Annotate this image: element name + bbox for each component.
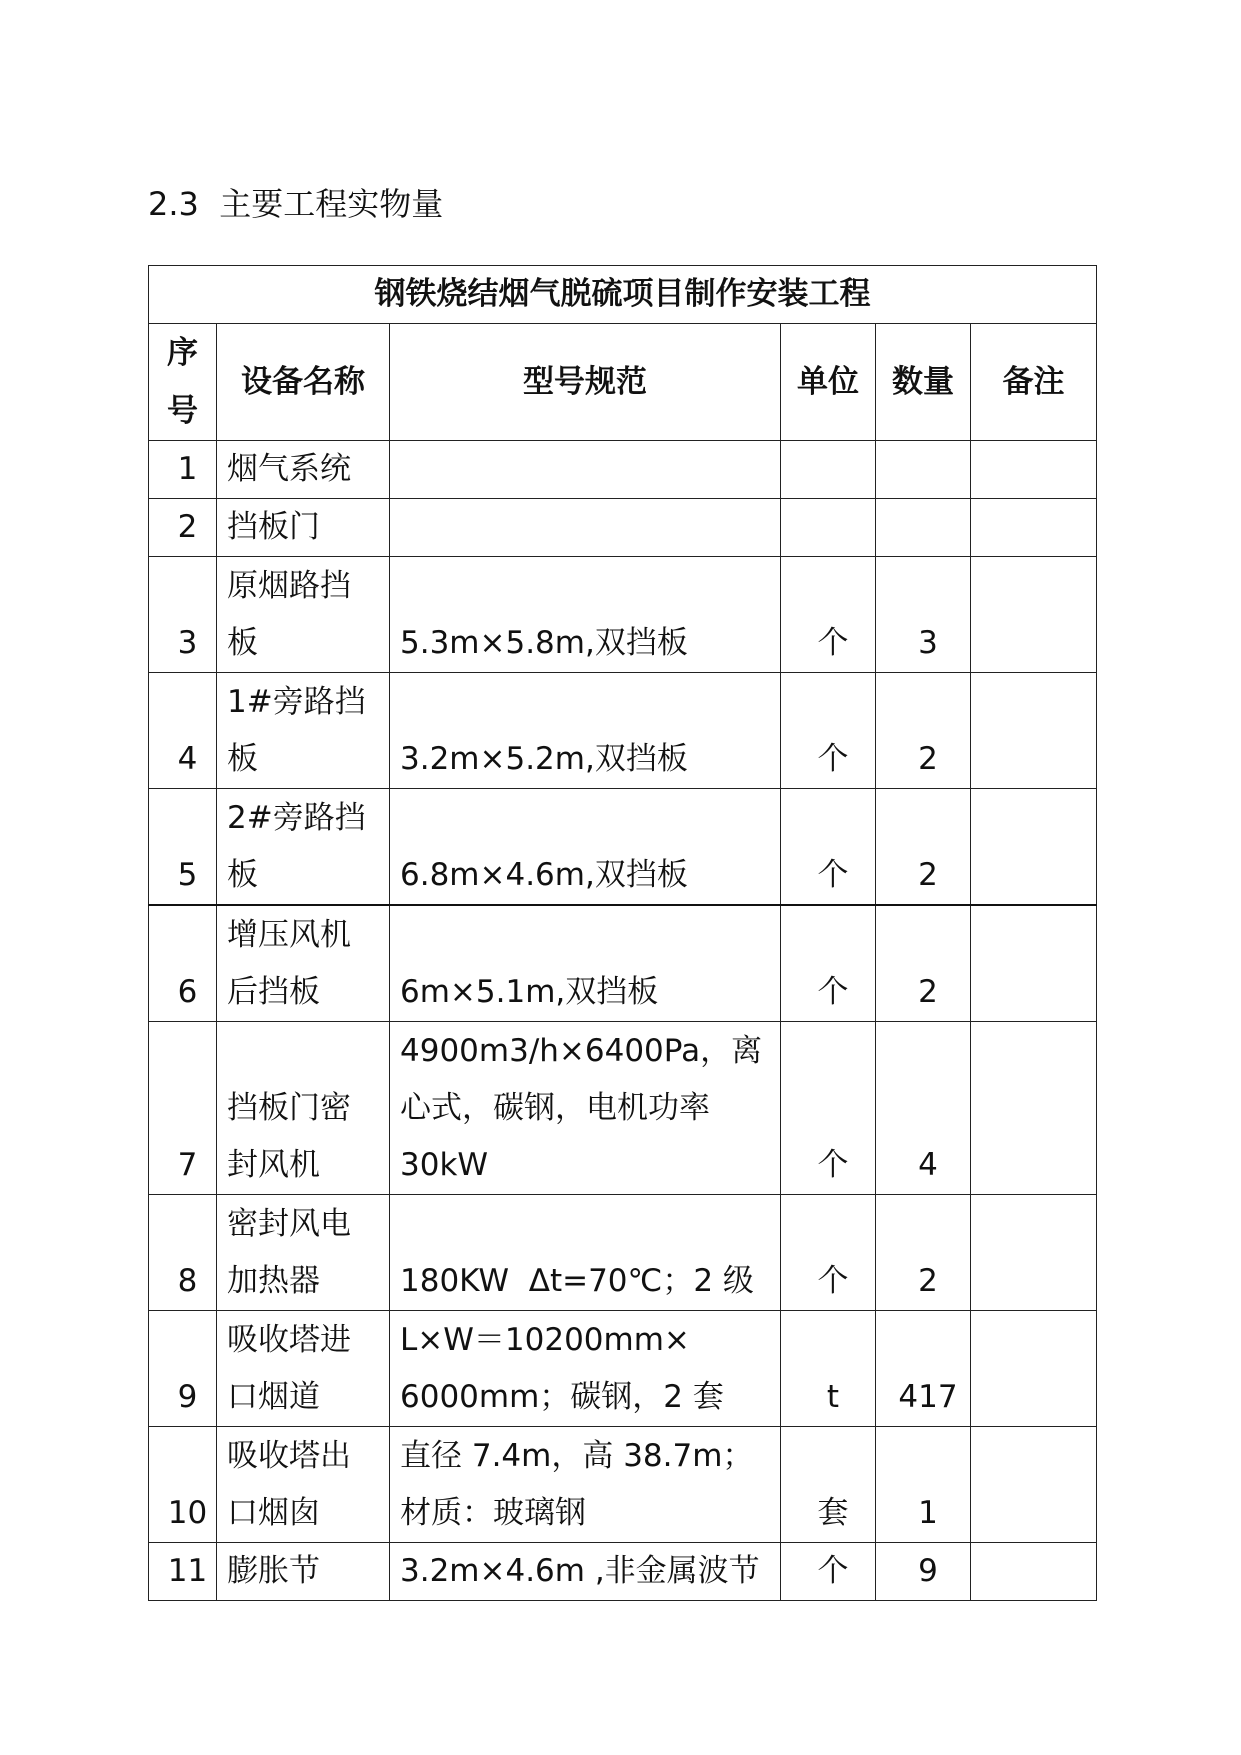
- table-row: [149, 1311, 1097, 1427]
- header-row: [149, 324, 1097, 441]
- header-qty: 数量: [876, 324, 971, 441]
- cell-spec: 180KW Δt=70℃；2 级: [390, 1195, 781, 1311]
- cell-unit: 个: [781, 1543, 876, 1601]
- cell-qty: [876, 441, 971, 499]
- cell-spec: 6.8m×4.6m,双挡板: [390, 789, 781, 906]
- cell-no: 3: [149, 557, 217, 673]
- cell-spec: 4900m3/h×6400Pa，离 心式，碳钢，电机功率 30kW: [390, 1022, 781, 1195]
- header-name: 设备名称: [217, 324, 390, 441]
- cell-spec: L×W＝10200mm× 6000mm；碳钢，2 套: [390, 1311, 781, 1427]
- table-row: [149, 441, 1097, 499]
- cell-spec: 3.2m×5.2m,双挡板: [390, 673, 781, 789]
- cell-name: 密封风电 加热器: [217, 1195, 390, 1311]
- table-row: [149, 1543, 1097, 1601]
- cell-name: 增压风机 后挡板: [217, 905, 390, 1022]
- cell-no: 2: [149, 499, 217, 557]
- header-seq-line2: 号: [167, 393, 198, 429]
- cell-no: 7: [149, 1022, 217, 1195]
- cell-remark: [971, 905, 1097, 1022]
- cell-spec: 3.2m×4.6m ,非金属波节: [390, 1543, 781, 1601]
- cell-remark: [971, 1022, 1097, 1195]
- cell-spec: [390, 499, 781, 557]
- cell-no: 8: [149, 1195, 217, 1311]
- table-row: [149, 905, 1097, 1022]
- cell-no: 10: [149, 1427, 217, 1543]
- header-seq-line1: 序: [167, 335, 198, 371]
- cell-qty: 2: [876, 789, 971, 906]
- cell-remark: [971, 1543, 1097, 1601]
- cell-no: 9: [149, 1311, 217, 1427]
- cell-remark: [971, 1427, 1097, 1543]
- table-row: [149, 1195, 1097, 1311]
- header-remark: 备注: [971, 324, 1097, 441]
- cell-remark: [971, 499, 1097, 557]
- table-row: [149, 789, 1097, 906]
- cell-unit: 个: [781, 1195, 876, 1311]
- cell-no: 6: [149, 905, 217, 1022]
- cell-name: 原烟路挡 板: [217, 557, 390, 673]
- cell-name: 挡板门密 封风机: [217, 1022, 390, 1195]
- table-row: [149, 557, 1097, 673]
- cell-remark: [971, 673, 1097, 789]
- cell-qty: 2: [876, 673, 971, 789]
- cell-unit: t: [781, 1311, 876, 1427]
- cell-name: 烟气系统: [217, 441, 390, 499]
- cell-qty: 4: [876, 1022, 971, 1195]
- cell-name: 1#旁路挡 板: [217, 673, 390, 789]
- cell-spec: [390, 441, 781, 499]
- cell-unit: 套: [781, 1427, 876, 1543]
- header-unit: 单位: [781, 324, 876, 441]
- cell-name: 吸收塔进 口烟道: [217, 1311, 390, 1427]
- section-heading: 2.3 主要工程实物量: [148, 185, 444, 223]
- cell-unit: 个: [781, 1022, 876, 1195]
- cell-name: 挡板门: [217, 499, 390, 557]
- header-spec: 型号规范: [390, 324, 781, 441]
- cell-qty: 1: [876, 1427, 971, 1543]
- cell-unit: [781, 441, 876, 499]
- cell-unit: 个: [781, 905, 876, 1022]
- cell-remark: [971, 789, 1097, 906]
- cell-unit: 个: [781, 789, 876, 906]
- quantities-table: [148, 265, 1097, 1601]
- cell-qty: 417: [876, 1311, 971, 1427]
- cell-qty: [876, 499, 971, 557]
- table-row: [149, 1427, 1097, 1543]
- cell-qty: 2: [876, 1195, 971, 1311]
- cell-name: 2#旁路挡 板: [217, 789, 390, 906]
- cell-name: 吸收塔出 口烟囱: [217, 1427, 390, 1543]
- cell-no: 11: [149, 1543, 217, 1601]
- cell-qty: 2: [876, 905, 971, 1022]
- cell-remark: [971, 557, 1097, 673]
- cell-unit: 个: [781, 673, 876, 789]
- cell-remark: [971, 1311, 1097, 1427]
- table-row: [149, 1022, 1097, 1195]
- cell-remark: [971, 441, 1097, 499]
- cell-no: 1: [149, 441, 217, 499]
- cell-qty: 3: [876, 557, 971, 673]
- header-seq: [149, 324, 217, 441]
- cell-remark: [971, 1195, 1097, 1311]
- table-row: [149, 499, 1097, 557]
- cell-spec: 5.3m×5.8m,双挡板: [390, 557, 781, 673]
- cell-no: 5: [149, 789, 217, 906]
- cell-spec: 直径 7.4m，高 38.7m； 材质：玻璃钢: [390, 1427, 781, 1543]
- cell-no: 4: [149, 673, 217, 789]
- table-title: 钢铁烧结烟气脱硫项目制作安装工程: [149, 266, 1097, 324]
- cell-qty: 9: [876, 1543, 971, 1601]
- cell-unit: 个: [781, 557, 876, 673]
- cell-spec: 6m×5.1m,双挡板: [390, 905, 781, 1022]
- table-row: [149, 673, 1097, 789]
- cell-name: 膨胀节: [217, 1543, 390, 1601]
- cell-unit: [781, 499, 876, 557]
